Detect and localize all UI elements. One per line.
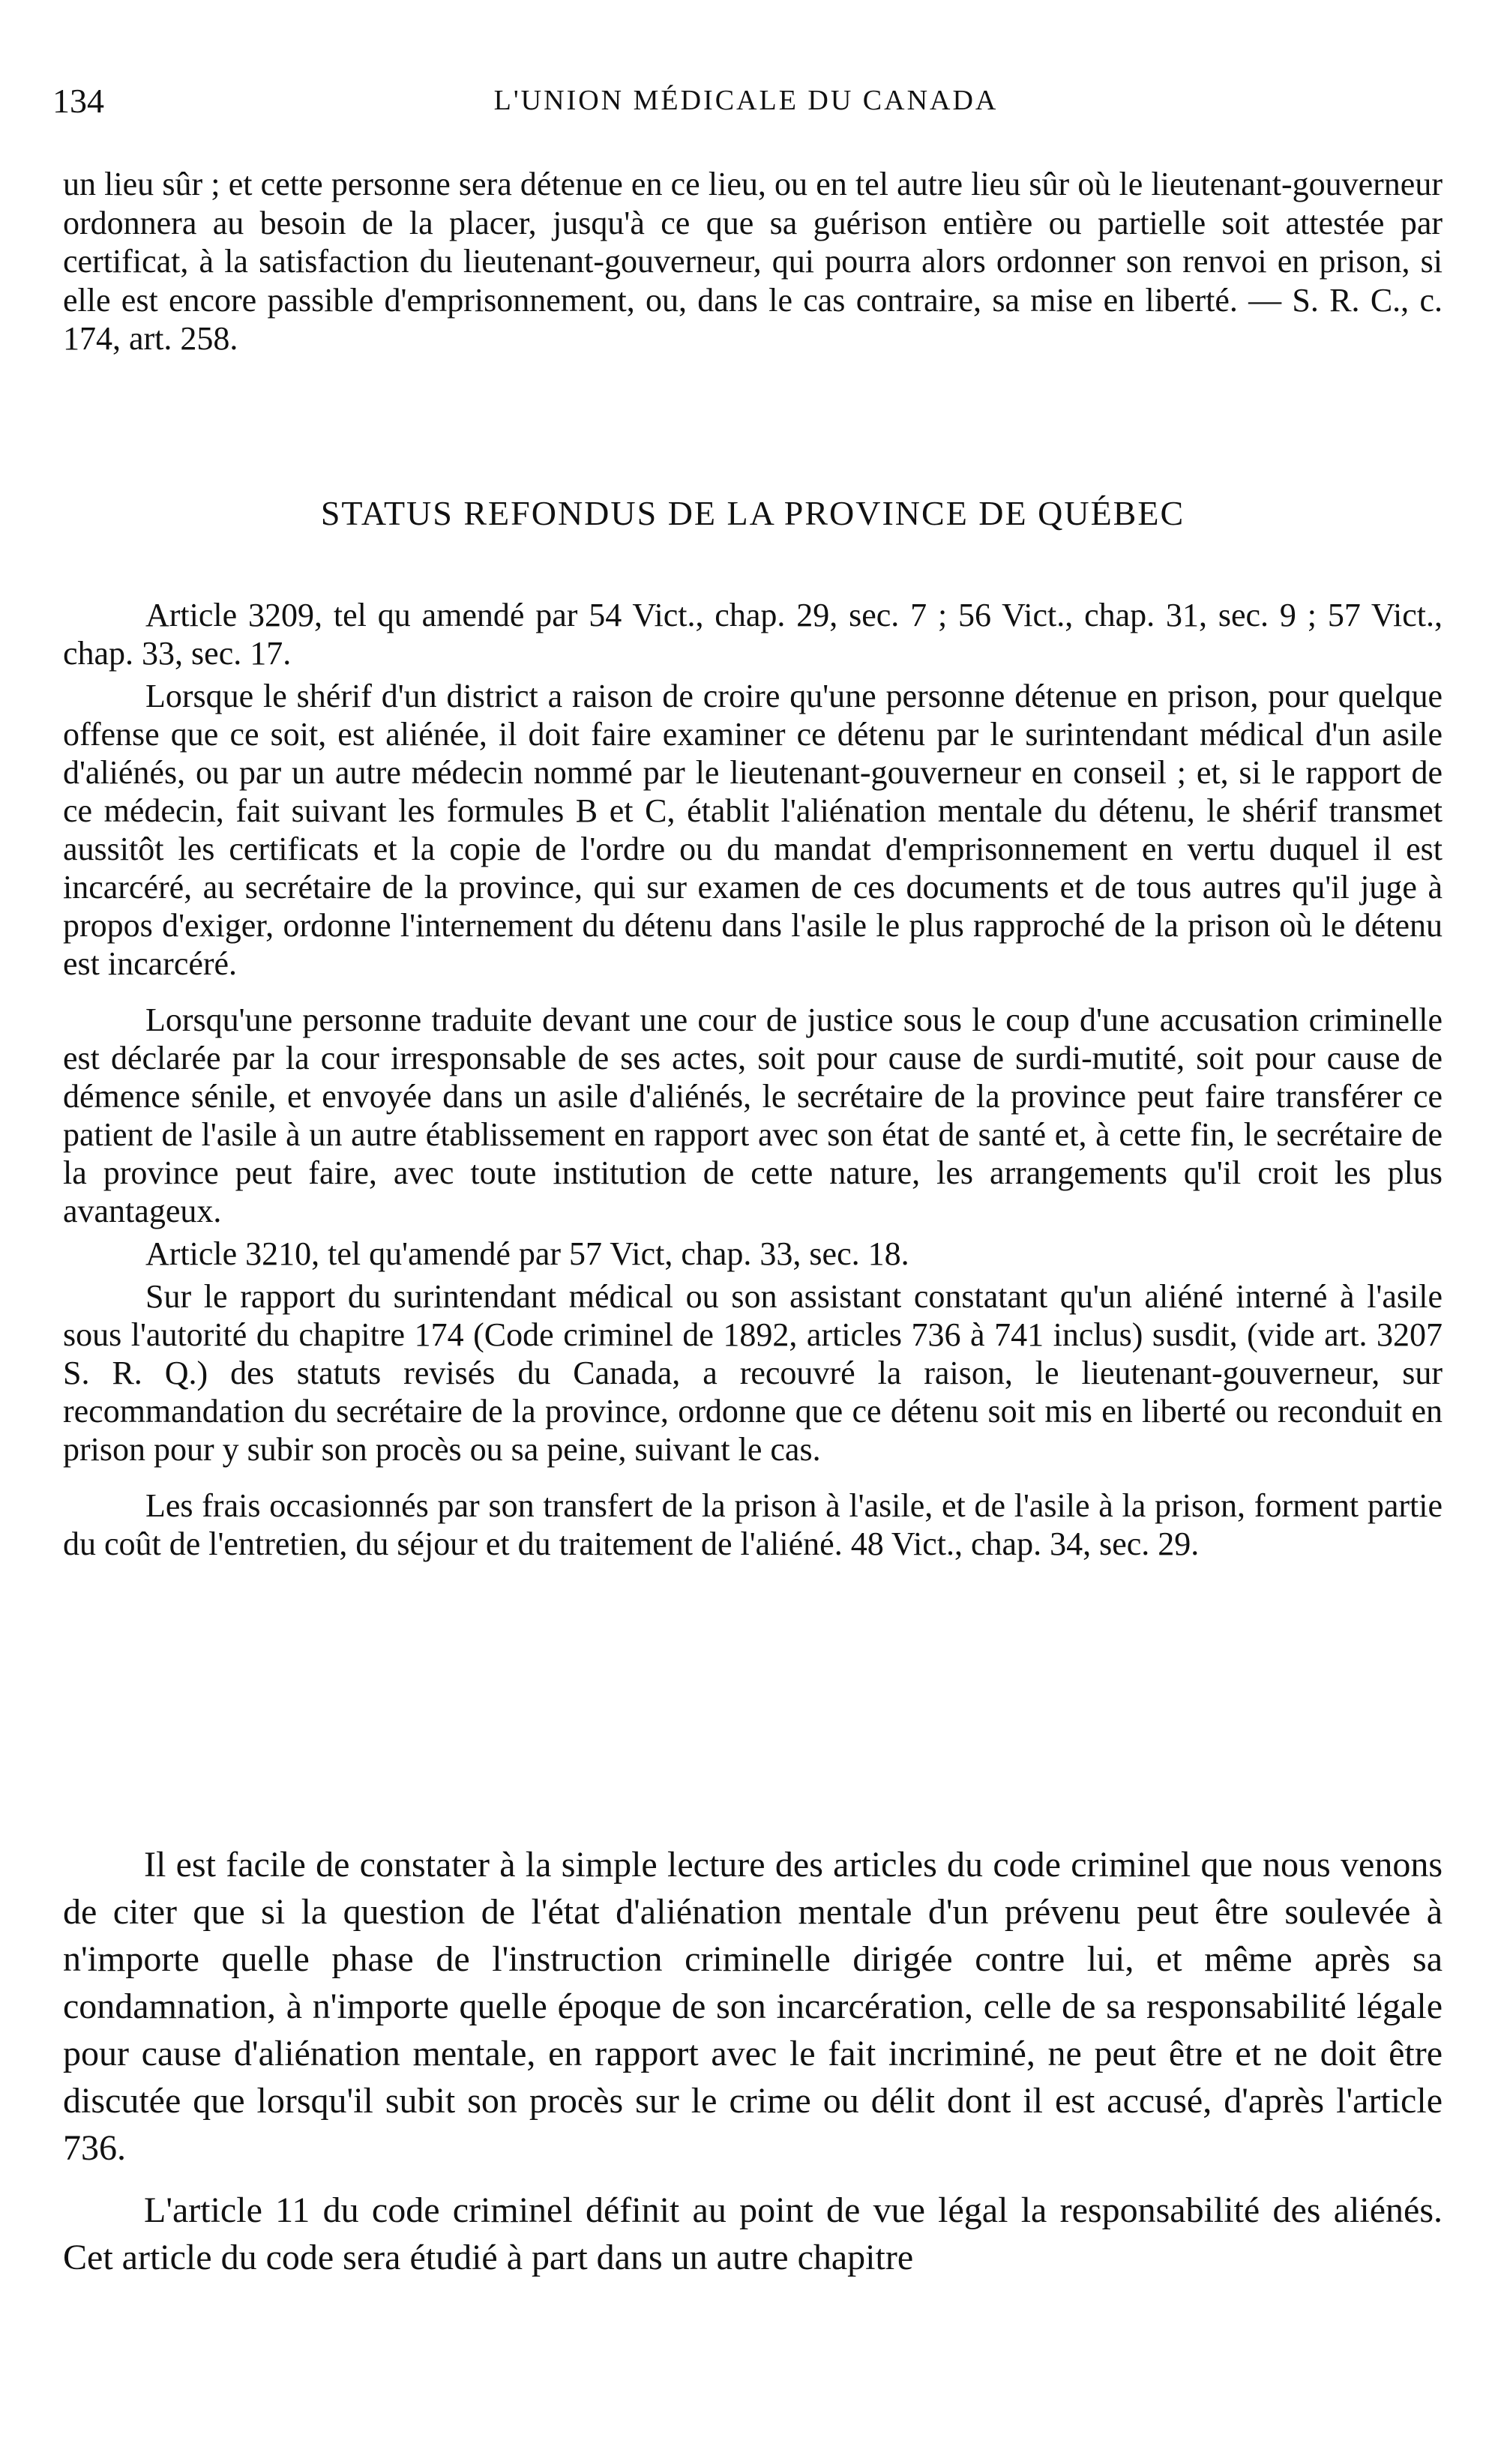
- statute-paragraph: Lorsqu'une personne traduite devant une cour de justice sous le coup d'une accusation criminelle est déclarée par la cour irresponsable de ses actes, soit pour cause de surdi-mutité, soit pour cause de démence sénile, et envoyée dans un asile d'aliénés, le secrétaire de la province peut faire transférer ce patient de l'asile à un autre établissement en rapport avec son état de santé et, à cette fin, le secrétaire de la province peut faire, avec toute institution de cette nature, les arrangements qu'il croit les plus avantageux.: [63, 1001, 1443, 1229]
- commentary-paragraph: L'article 11 du code criminel définit au point de vue légal la responsabilité des aliénés. Cet article du code sera étudié à part dans un autre chapitre: [63, 2190, 1443, 2277]
- statute-citation: Article 3209, tel qu amendé par 54 Vict., chap. 29, sec. 7 ; 56 Vict., chap. 31, sec. 9 ; 57 Vict., chap. 33, sec. 17.: [63, 597, 1443, 672]
- statute-citation: Article 3210, tel qu'amendé par 57 Vict, chap. 33, sec. 18.: [145, 1235, 909, 1272]
- statute-paragraph: Sur le rapport du surintendant médical ou son assistant constatant qu'un aliéné interné à l'asile sous l'autorité du chapitre 174 (Code criminel de 1892, articles 736 à 741 inclus) susdit, (vide art. 3207 S. R. Q.) des statuts revisés du Canada, a recouvré la raison, le lieutenant-gouverneur, sur recommandation du secrétaire de la province, ordonne que ce détenu soit mis en liberté ou reconduit en prison pour y subir son procès ou sa peine, suivant le cas.: [63, 1278, 1443, 1468]
- section-heading: STATUS REFONDUS DE LA PROVINCE DE QUÉBEC: [320, 494, 1185, 532]
- continuation-block: [63, 165, 1443, 358]
- statute-block: [63, 596, 1443, 1581]
- page-number: 134: [52, 82, 104, 120]
- commentary-paragraph: Il est facile de constater à la simple lecture des articles du code criminel que nous venons de citer que si la question de l'état d'aliénation mentale d'un prévenu peut être soulevée à n'importe quelle phase de l'instruction criminelle dirigée contre lui, et même après sa condamnation, à n'importe quelle époque de son incarcération, celle de sa responsabilité légale pour cause d'aliénation mentale, en rapport avec le fait incriminé, ne peut être et ne doit être discutée que lorsqu'il subit son procès sur le crime ou délit dont il est accusé, d'après l'article 736.: [63, 1845, 1443, 2168]
- running-title: L'UNION MÉDICALE DU CANADA: [493, 85, 999, 116]
- commentary-block: [63, 1841, 1443, 2296]
- continuation-paragraph: un lieu sûr ; et cette personne sera détenue en ce lieu, ou en tel autre lieu sûr où le lieutenant-gouverneur ordonnera au besoin de la placer, jusqu'à ce que sa guérison entière ou partielle soit attestée par certificat, à la satisfaction du lieutenant-gouverneur, qui pourra alors ordonner son renvoi en prison, si elle est encore passible d'emprisonnement, ou, dans le cas contraire, sa mise en liberté. — S. R. C., c. 174, art. 258.: [63, 166, 1443, 357]
- statute-paragraph: Lorsque le shérif d'un district a raison de croire qu'une personne détenue en prison, pour quelque offense que ce soit, est aliénée, il doit faire examiner ce détenu par le surintendant médical d'un asile d'aliénés, ou par un autre médecin nommé par le lieutenant-gouverneur en conseil ; et, si le rapport de ce médecin, fait suivant les formules B et C, établit l'aliénation mentale du détenu, le shérif transmet aussitôt les certificats et la copie de l'ordre ou du mandat d'emprisonnement en vertu duquel il est incarcéré, au secrétaire de la province, qui sur examen de ces documents et de tous autres qu'il juge à propos d'exiger, ordonne l'internement du détenu dans l'asile le plus rapproché de la prison où le détenu est incarcéré.: [63, 678, 1443, 982]
- statute-paragraph: Les frais occasionnés par son transfert de la prison à l'asile, et de l'asile à la prison, forment partie du coût de l'entretien, du séjour et du traitement de l'aliéné. 48 Vict., chap. 34, sec. 29.: [63, 1487, 1443, 1562]
- running-header: [52, 81, 1440, 126]
